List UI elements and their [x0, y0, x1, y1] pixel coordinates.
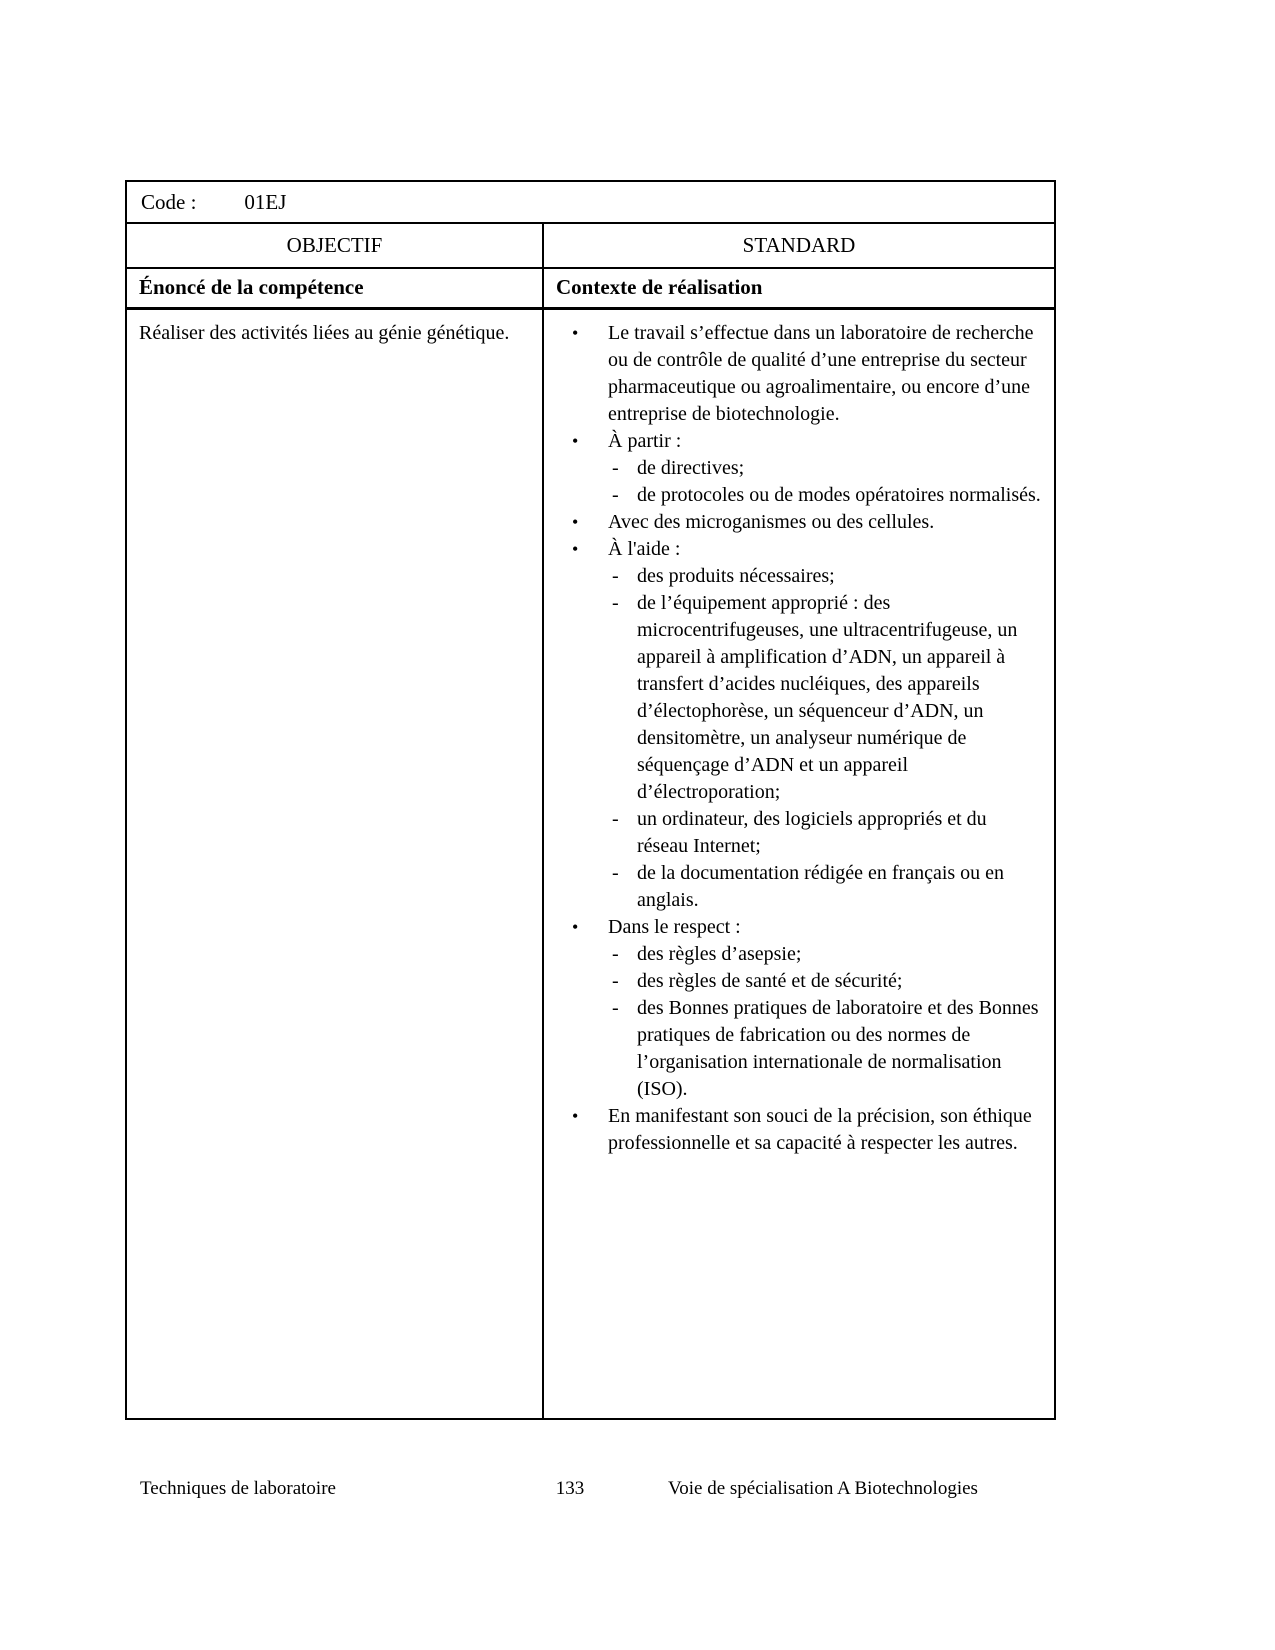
code-row — [127, 182, 1054, 224]
footer-section-title: Voie de spécialisation A Biotechnologies — [668, 1478, 978, 1499]
item-text: de directives; — [637, 457, 745, 479]
item-text: un ordinateur, des logiciels appropriés et du réseau Internet; — [637, 808, 987, 857]
competence-cell — [127, 310, 542, 1418]
dash-item — [556, 590, 1042, 806]
item-text: À partir : — [608, 430, 682, 452]
item-text: Dans le respect : — [608, 916, 741, 938]
item-text: Le travail s’effectue dans un laboratoire de recherche ou de contrôle de qualité d’une entreprise du secteur pharmaceutique ou agroalimentaire, ou encore d’une entreprise de biotechnologie. — [608, 322, 1034, 425]
dash-item — [556, 995, 1042, 1103]
bullet-marker: • — [572, 512, 579, 532]
bullet-item — [556, 1103, 1042, 1157]
dash-marker: - — [612, 457, 619, 479]
contexte-subheader: Contexte de réalisation — [542, 269, 1054, 307]
context-list — [542, 310, 1054, 1418]
dash-item — [556, 806, 1042, 860]
table-header-row — [127, 224, 1054, 269]
dash-marker: - — [612, 943, 619, 965]
bullet-item — [556, 428, 1042, 455]
competence-statement: Réaliser des activités liées au génie génétique. — [139, 322, 510, 344]
dash-marker: - — [612, 592, 619, 614]
item-text: des règles de santé et de sécurité; — [637, 970, 903, 992]
dash-item — [556, 563, 1042, 590]
item-text: de protocoles ou de modes opératoires normalisés. — [637, 484, 1041, 506]
item-text: de l’équipement approprié : des microcentrifugeuses, une ultracentrifugeuse, un appareil à amplification d’ADN, un appareil à transfert d’acides nucléiques, des appareils d’électophorèse, un séquenceur d’ADN, un densitomètre, un analyseur numérique de séquençage d’ADN et un appareil d’électroporation; — [637, 592, 1018, 803]
dash-marker: - — [612, 970, 619, 992]
dash-item — [556, 455, 1042, 482]
item-text: de la documentation rédigée en français ou en anglais. — [637, 862, 1005, 911]
dash-item — [556, 860, 1042, 914]
bullet-item — [556, 536, 1042, 563]
dash-marker: - — [612, 484, 619, 506]
dash-item — [556, 941, 1042, 968]
bullet-marker: • — [572, 1106, 579, 1126]
dash-item — [556, 968, 1042, 995]
table-body-row — [127, 310, 1054, 1418]
objectif-header: OBJECTIF — [286, 233, 383, 257]
item-text: En manifestant son souci de la précision, son éthique professionnelle et sa capacité à respecter les autres. — [608, 1105, 1032, 1154]
footer-document-title: Techniques de laboratoire — [140, 1478, 336, 1499]
item-text: des règles d’asepsie; — [637, 943, 802, 965]
bullet-marker: • — [572, 917, 579, 937]
bullet-item — [556, 509, 1042, 536]
dash-marker: - — [612, 997, 619, 1019]
table-subheader-row — [127, 269, 1054, 310]
item-text: des Bonnes pratiques de laboratoire et des Bonnes pratiques de fabrication ou des normes de l’organisation internationale de normalisation (ISO). — [637, 997, 1039, 1100]
code-label: Code : — [141, 189, 197, 214]
footer-page-number: 133 — [555, 1478, 585, 1499]
code-value: 01EJ — [244, 189, 287, 214]
dash-marker: - — [612, 565, 619, 587]
item-text: des produits nécessaires; — [637, 565, 835, 587]
item-text: À l'aide : — [608, 538, 681, 560]
dash-marker: - — [612, 808, 619, 830]
bullet-marker: • — [572, 431, 579, 451]
bullet-marker: • — [572, 323, 579, 343]
item-text: Avec des microganismes ou des cellules. — [608, 511, 935, 533]
dash-item — [556, 482, 1042, 509]
standard-header: STANDARD — [542, 224, 1054, 267]
bullet-item — [556, 914, 1042, 941]
competency-table — [125, 180, 1056, 1420]
enonce-subheader: Énoncé de la compétence — [139, 275, 364, 299]
bullet-item — [556, 320, 1042, 428]
dash-marker: - — [612, 862, 619, 884]
bullet-marker: • — [572, 539, 579, 559]
